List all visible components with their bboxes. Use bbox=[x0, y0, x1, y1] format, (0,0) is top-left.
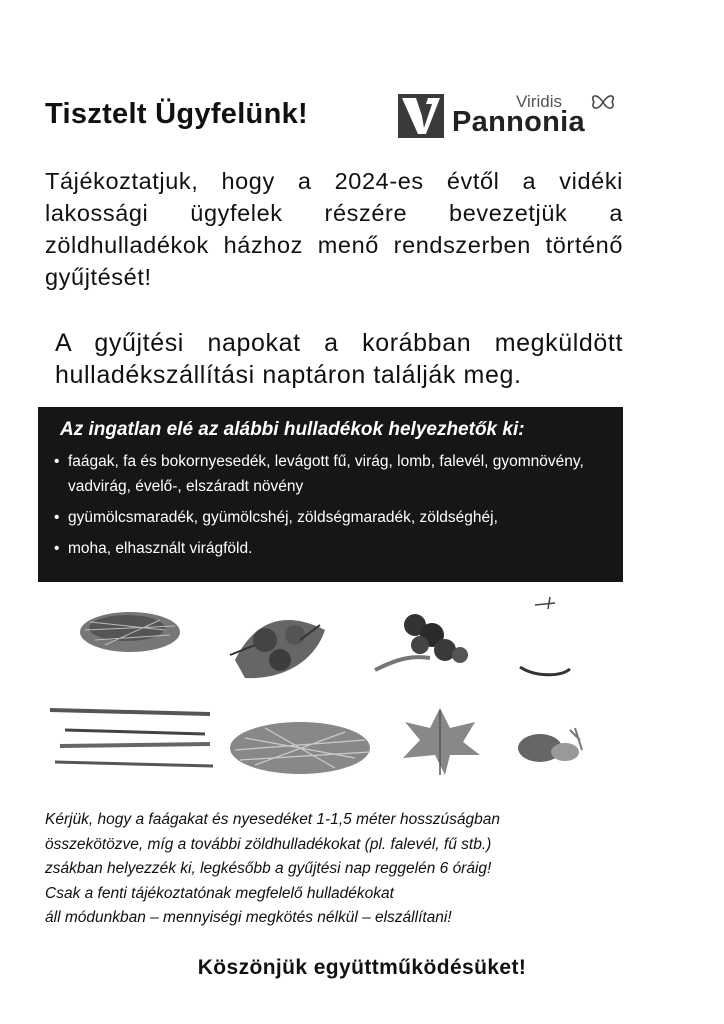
fruit-peel-image bbox=[510, 595, 590, 685]
greeting-title: Tisztelt Ügyfelünk! bbox=[45, 98, 308, 130]
leafy-plant-waste-image bbox=[225, 600, 335, 684]
request-line: zsákban helyezzék ki, legkésőbb a gyűjtési nap reggelén 6 óráig! bbox=[45, 860, 492, 877]
request-line: Kérjük, hogy a faágakat és nyesedéket 1-1,5 méter hosszúságban bbox=[45, 811, 500, 828]
calendar-notice: A gyűjtési napokat a korábban megküldött hulladékszállítási naptáron találják meg. bbox=[55, 329, 623, 389]
logo-viridis: Viridis bbox=[516, 92, 562, 111]
fallen-leaf-image bbox=[395, 700, 485, 780]
hay-pile-image bbox=[225, 710, 380, 780]
request-line: összekötözve, míg a további zöldhulladékokat (pl. falevél, fű stb.) bbox=[45, 835, 492, 853]
list-item: • faágak, fa és bokornyesedék, levágott fű, virág, lomb, falevél, gyomnövény, vadvirág, évelő-, elszáradt növény bbox=[54, 449, 609, 499]
vegetable-scraps-image bbox=[510, 720, 590, 770]
allowed-waste-title: Az ingatlan elé az alábbi hulladékok helyezhetők ki: bbox=[60, 419, 525, 440]
grass-clippings-image bbox=[75, 600, 185, 662]
logo-mark-icon bbox=[398, 94, 444, 138]
butterfly-leaf-icon bbox=[588, 90, 618, 114]
list-item: • moha, elhasznált virágföld. bbox=[54, 536, 609, 561]
thanks-message: Köszönjük együttműködésüket! bbox=[197, 956, 527, 979]
company-logo bbox=[398, 88, 628, 148]
request-paragraph bbox=[45, 808, 625, 931]
request-line: Csak a fenti tájékoztatónak megfelelő hulladékokat bbox=[45, 884, 394, 902]
request-line: áll módunkban – mennyiségi megkötés nélkül – elszállítani! bbox=[45, 909, 452, 926]
allowed-waste-list bbox=[54, 449, 609, 561]
branches-image bbox=[45, 700, 215, 780]
allowed-waste-box bbox=[38, 407, 623, 582]
intro-paragraph: Tájékoztatjuk, hogy a 2024-es évtől a vidéki lakossági ügyfelek részére bevezetjük a zöldhulladékok házhoz menő rendszerben történő gyűjtését! bbox=[45, 168, 623, 290]
logo-pannonia: Pannonia bbox=[452, 106, 585, 138]
fruit-and-herb-waste-image bbox=[370, 600, 475, 684]
list-item: • gyümölcsmaradék, gyümölcshéj, zöldségmaradék, zöldséghéj, bbox=[54, 505, 609, 530]
